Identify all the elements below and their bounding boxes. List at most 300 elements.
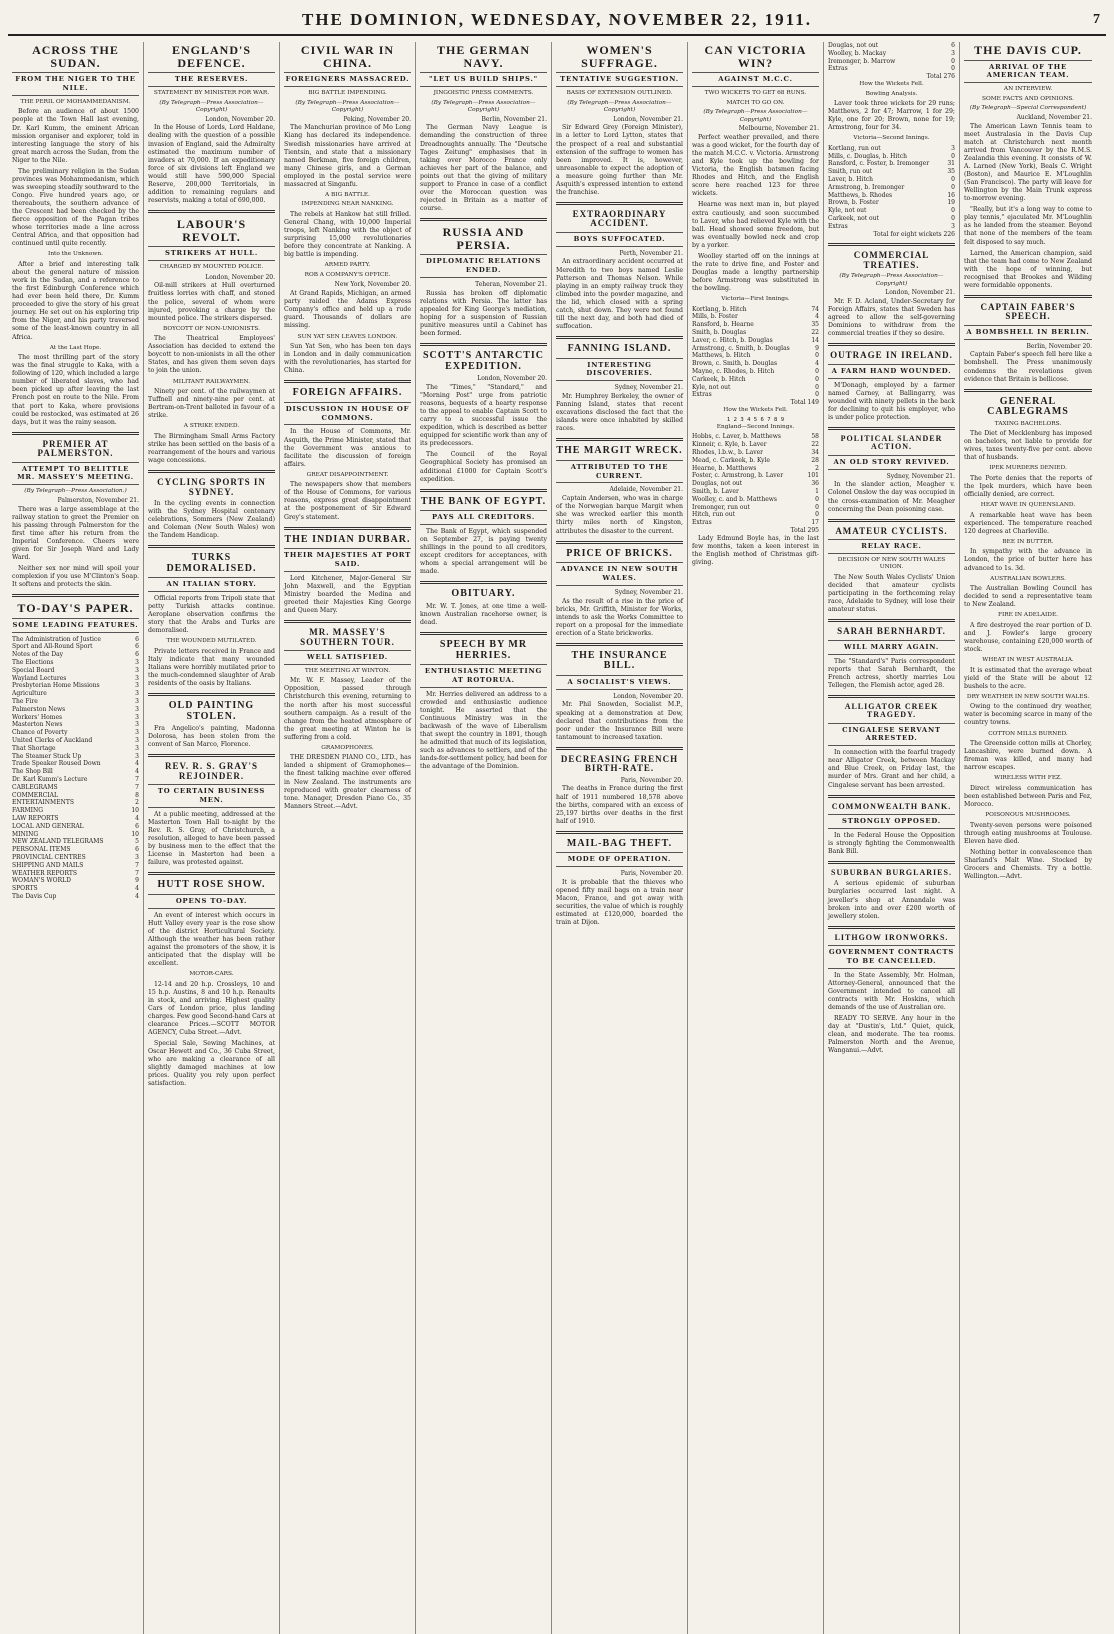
- headline-todays-paper: TO-DAY'S PAPER.: [17, 601, 134, 616]
- table-row: [12, 792, 139, 800]
- row-label: The Steamer Stuck Up: [12, 752, 82, 760]
- subhead: RELAY RACE.: [828, 539, 955, 554]
- byline: (By Telegraph—Press Association—Copyright): [567, 99, 672, 114]
- article-paragraph: Oil-mill strikers at Hull overturned fruitless lorries with chaff, and stoned the police, several of whom were injured, provoking a charge by the mounted police. The strikers dispersed.: [148, 282, 275, 322]
- section-subhead: HEAT WAVE IN QUEENSLAND.: [980, 502, 1076, 509]
- subhead: ATTEMPT TO BELITTLE MR. MASSEY'S MEETING.: [12, 462, 139, 486]
- row-label: Presbyterian Home Missions: [12, 682, 100, 690]
- section-subhead: IPEK MURDERS DENIED.: [989, 465, 1067, 472]
- headline-insurance-bill: THE INSURANCE BILL.: [571, 649, 668, 672]
- divider: [828, 243, 955, 246]
- column-3: [280, 42, 416, 1634]
- subhead: STRIKERS AT HULL.: [148, 246, 275, 261]
- row-value: 0: [815, 375, 819, 383]
- subhead: FOREIGNERS MASSACRED.: [284, 72, 411, 87]
- divider: [556, 643, 683, 646]
- masthead: [8, 10, 1106, 36]
- scorecard-total-text: Total 276: [926, 73, 955, 81]
- table-row: [12, 659, 139, 667]
- table-row: [692, 504, 819, 512]
- subhead: AGAINST M.C.C.: [692, 72, 819, 87]
- row-label: The Shop Bill: [12, 768, 53, 776]
- divider: [284, 380, 411, 383]
- row-value: 74: [811, 305, 819, 313]
- scorecard-heading: How the Wickets Fell.: [859, 80, 924, 87]
- article-paragraph: An extraordinary accident occurred at Meredith to two boys named Leslie Patterson and Thomas Nelson. While playing in an empty railway truck they climbed into the powder magazine, and the lid, which closed with a spring catch, shut down. They were not found till the next day, and both had died of suffocation.: [556, 258, 683, 330]
- divider: [420, 581, 547, 584]
- row-value: 0: [815, 352, 819, 360]
- table-row: [828, 160, 955, 168]
- table-row: [12, 690, 139, 698]
- row-label: LAW REPORTS: [12, 814, 59, 822]
- article-paragraph: The "Times," "Standard," and "Morning Post" urge from patriotic reasons, bequests of a hearty response to the appeal to enable Captain Scott to carry to a successful issue the expedition, which is described as better equipped for scientific work than any of its predecessors.: [420, 383, 547, 448]
- row-value: 3: [135, 682, 139, 690]
- row-label: Sport and All-Round Sport: [12, 643, 93, 651]
- article-paragraph: At Grand Rapids, Michigan, an armed party raided the Adams Express Company's office and held up a rude guard. Thousands of dollars are missing.: [284, 290, 411, 330]
- row-label: Mayne, c. Rhodes, b. Hitch: [692, 368, 775, 376]
- scorecard-total: [692, 399, 819, 407]
- dateline: Adelaide, November 21.: [609, 486, 683, 494]
- column-8: [960, 42, 1096, 1634]
- subhead: MODE OF OPERATION.: [556, 852, 683, 867]
- divider: [556, 831, 683, 834]
- row-label: ENTERTAINMENTS: [12, 799, 74, 807]
- section-subhead: GREAT DISAPPOINTMENT.: [306, 471, 389, 478]
- column-4: [416, 42, 552, 1634]
- article-paragraph: The newspapers show that members of the House of Commons, for various reasons, express great disappointment at the postponement of Sir Edward Grey's statement.: [284, 481, 411, 521]
- column-6: [688, 42, 824, 1634]
- row-value: 3: [135, 666, 139, 674]
- table-row: [828, 184, 955, 192]
- article-paragraph: M'Donagh, employed by a farmer named Carney, at Ballingarry, was wounded with ninety pellets in the back for declining to quit his employer, who is under police protection.: [828, 381, 955, 421]
- table-row: [12, 885, 139, 893]
- article-paragraph: "Really, but it's a long way to come to play tennis," ejaculated Mr. M'Loughlin as he landed from the steamer. Beyond that none of the members of the team felt disposed to say much.: [964, 206, 1092, 246]
- table-row: [828, 223, 955, 231]
- row-label: Extras: [692, 519, 712, 527]
- article-paragraph: Sun Yat Sen, who has been ten days in London and in daily communication with the revolutionaries, has started for China.: [284, 343, 411, 375]
- article-paragraph: Mr. Humphrey Berkeley, the owner of Fanning Island, states that recent excavations disclosed the fact that the islands were once inhabited by skilled races.: [556, 392, 683, 433]
- divider: [828, 519, 955, 522]
- dateline: London, November 20.: [205, 115, 275, 123]
- headline-fanning-island: FANNING ISLAND.: [567, 343, 672, 355]
- scorecard-total: [692, 527, 819, 535]
- divider: [556, 541, 683, 544]
- row-label: Foster, c. Armstrong, b. Laver: [692, 472, 784, 480]
- byline: (By Telegraph—Press Association—Copyright): [295, 99, 400, 114]
- subhead: OPENS TO-DAY.: [148, 894, 275, 909]
- row-label: The Fire: [12, 697, 38, 705]
- article-paragraph: Perfect weather prevailed, and there was a good wicket, for the fourth day of the match M.C.C. v. Victoria. Armstrong and Kyle took up the bowling for Victoria, the English batsmen facing Rhodes and Hitch, and the English score here reached 123 for three wickets.: [692, 133, 819, 198]
- dateline: Sydney, November 21.: [614, 384, 683, 392]
- row-value: 3: [135, 658, 139, 666]
- byline: (By Telegraph—Press Association—Copyright): [839, 273, 944, 287]
- row-label: NEW ZEALAND TELEGRAMS: [12, 838, 104, 846]
- row-value: 35: [811, 321, 819, 329]
- divider: [556, 438, 683, 441]
- dateline: Paris, November 20.: [620, 870, 683, 878]
- table-row: [12, 714, 139, 722]
- table-row: [692, 511, 819, 519]
- row-value: 5: [135, 838, 139, 846]
- table-row: [12, 893, 139, 901]
- row-value: 3: [135, 690, 139, 698]
- row-label: Mead, c. Carkeek, b. Kyle: [692, 456, 770, 464]
- column-5: [552, 42, 688, 1634]
- row-value: 3: [951, 49, 955, 57]
- row-label: The Administration of Justice: [12, 635, 101, 643]
- divider: [148, 545, 275, 548]
- row-value: 17: [811, 519, 819, 527]
- row-label: Kyle, not out: [828, 207, 867, 215]
- advertisement: READY TO SERVE. Any hour in the day at "Dustin's, Ltd." Quiet, quick, clean, and moderate. The tea rooms. Palmerston North and the Avenue, Wanganui.—Advt.: [828, 1015, 955, 1055]
- headline-suburban-burglaries: SUBURBAN BURGLARIES.: [831, 867, 952, 877]
- article-paragraph: Official reports from Tripoli state that petty Turkish attacks continue. Aeroplane observation confirms the story that the Arabs and Turks are demoralised.: [148, 595, 275, 635]
- section-subhead: BOYCOTT OF NON-UNIONISTS.: [163, 325, 260, 332]
- row-value: 3: [135, 713, 139, 721]
- article-paragraph: An event of interest which occurs in Hutt Valley every year is the rose show of the district Horticultural Society. Although the weather has been rather against the promoters of the show, it is anticipated that the display will be excellent.: [148, 911, 275, 968]
- article-paragraph: In the House of Commons, Mr. Asquith, the Prime Minister, stated that the Government was anxious to facilitate the discussion of foreign affairs.: [284, 428, 411, 468]
- row-label: Matthews, b. Rhodes: [828, 191, 893, 199]
- headline-premier-at-palmerston: PREMIER AT PALMERSTON.: [37, 438, 114, 459]
- dateline: London, November 20.: [477, 375, 547, 383]
- row-value: 3: [135, 752, 139, 760]
- divider: [828, 695, 955, 698]
- article-paragraph: Private letters received in France and Italy indicate that many wounded Italians were horribly mutilated prior to the much-condemned slaughter of Arab residents of the oasis by Italians.: [148, 647, 275, 688]
- section-subhead: COTTON MILLS BURNED.: [988, 730, 1068, 737]
- row-value: 0: [951, 65, 955, 73]
- section-subhead: MILITANT RAILWAYMEN.: [172, 378, 251, 385]
- subhead: DIPLOMATIC RELATIONS ENDED.: [420, 254, 547, 278]
- dateline: London, November 20.: [613, 692, 683, 700]
- section-subhead: THE WOUNDED MUTILATED.: [166, 638, 257, 645]
- row-label: Hobbs, c. Laver, b. Matthews: [692, 433, 781, 441]
- row-value: 3: [135, 729, 139, 737]
- headline-price-of-bricks: PRICE OF BRICKS.: [566, 547, 673, 559]
- row-label: Smith, b. Laver: [692, 487, 739, 495]
- article-paragraph: It is estimated that the average wheat yield of the State will be about 12 bushels to the acre.: [964, 666, 1092, 690]
- row-label: Extras: [692, 391, 712, 399]
- section-subhead: POISONOUS MUSHROOMS.: [985, 812, 1071, 819]
- row-value: 0: [951, 57, 955, 65]
- row-label: COMMERCIAL: [12, 791, 58, 799]
- section-subhead: ARMED PARTY.: [324, 262, 371, 269]
- dateline: Melbourne, November 21.: [738, 125, 819, 133]
- byline: (By Telegraph—Press Association—Copyright): [703, 109, 808, 123]
- subhead: SOME LEADING FEATURES.: [12, 618, 139, 633]
- table-row: [12, 698, 139, 706]
- row-value: 58: [811, 433, 819, 441]
- headline-old-painting-stolen: OLD PAINTING STOLEN.: [168, 700, 255, 722]
- row-label: Special Board: [12, 666, 55, 674]
- row-value: 0: [815, 368, 819, 376]
- row-value: 22: [811, 329, 819, 337]
- article-paragraph: As the result of a rise in the price of bricks, Mr. Griffith, Minister for Works, intends to ask the Works Committee to report on a proposal for the immediate erection of a State brickworks.: [556, 597, 683, 637]
- row-label: Mills, b. Foster: [692, 313, 738, 321]
- row-value: 4: [135, 892, 139, 900]
- scorecard-england-second: [692, 433, 819, 527]
- subhead: CINGALESE SERVANT ARRESTED.: [828, 723, 955, 747]
- scorecard-heading: Victoria—Second Innings.: [853, 135, 930, 142]
- section-subhead: TAXING BACHELORS.: [994, 420, 1062, 427]
- row-value: 2: [815, 464, 819, 472]
- row-label: Rhodes, l.b.w., b. Laver: [692, 448, 764, 456]
- headline-womens-suffrage: WOMEN'S SUFFRAGE.: [581, 43, 658, 70]
- row-value: 3: [135, 697, 139, 705]
- section-subhead: MOTOR-CARS.: [189, 971, 234, 978]
- table-row: [692, 457, 819, 465]
- subhead: WELL SATISFIED.: [284, 650, 411, 665]
- subhead: AN OLD STORY REVIVED.: [828, 455, 955, 470]
- section-subhead: WHEAT IN WEST AUSTRALIA.: [982, 657, 1074, 664]
- dateline: Peking, November 20.: [343, 115, 411, 123]
- column-7: [824, 42, 960, 1634]
- article-paragraph: There was a large assemblage at the railway station to greet the Premier on his passing through Palmerston for the first time after his return from the Imperial Conference. Cheers were given for Sir Joseph Ward and Lady Ward.: [12, 505, 139, 561]
- scorecard-total-text: Total for eight wickets 226: [873, 230, 955, 238]
- divider: [964, 295, 1092, 298]
- dateline: Berlin, November 21.: [481, 115, 547, 123]
- row-value: 6: [135, 846, 139, 854]
- article-paragraph: The most thrilling part of the story was the final struggle to Kaka, with a following of 120, which included a large number of liberated slaves, who had been picked up after leaving the last French post en route to the Nile. From that port to Kaka, where provisions could be restocked, was estimated at 26 days, but it was the rainy season.: [12, 354, 139, 426]
- table-row: [12, 682, 139, 690]
- row-label: Woolley, c. and b. Matthews: [692, 495, 777, 503]
- subhead: DISCUSSION IN HOUSE OF COMMONS.: [284, 402, 411, 426]
- row-value: 3: [951, 222, 955, 230]
- divider: [964, 389, 1092, 392]
- row-label: Douglas, not out: [828, 42, 879, 49]
- table-row: [692, 384, 819, 392]
- row-label: Matthews, b. Hitch: [692, 352, 751, 360]
- article-paragraph: Mr. F. D. Acland, Under-Secretary for Foreign Affairs, states that Sweden has agreed to allow the self-governing Dominions to withdraw from the commercial treaties if they so desire.: [828, 298, 955, 338]
- row-value: 3: [135, 721, 139, 729]
- row-label: Armstrong, c. Smith, b. Douglas: [692, 344, 790, 352]
- article-paragraph: The Manchurian province of Mo Long Kiang has declared its independence. Swedish missionaries have arrived at Tientsin, and state that a missionary named Berkman, five foreign children, many Chinese girls, and a German employed in the postal service were massacred at Singanfu.: [284, 124, 411, 188]
- section-subhead: At the Last Hope.: [49, 344, 102, 351]
- table-row: [692, 433, 819, 441]
- headline-indian-durbar: THE INDIAN DURBAR.: [284, 533, 411, 545]
- article-paragraph: The Diet of Mecklenburg has imposed on bachelors, not liable to provide for wives, taxes twenty-five per cent. above that of husbands.: [964, 430, 1092, 462]
- row-value: 8: [135, 791, 139, 799]
- row-label: The Davis Cup: [12, 892, 57, 900]
- headline-mail-bag-theft: MAIL-BAG THEFT.: [566, 837, 673, 849]
- table-row: [692, 345, 819, 353]
- scorecard-total: [828, 73, 955, 81]
- table-row: [12, 838, 139, 846]
- subhead: TENTATIVE SUGGESTION.: [556, 72, 683, 87]
- table-row: [12, 706, 139, 714]
- subhead: CHARGED BY MOUNTED POLICE.: [159, 264, 264, 271]
- subhead: A FARM HAND WOUNDED.: [828, 364, 955, 379]
- headline-rev-gray-rejoinder: REV. R. S. GRAY'S REJOINDER.: [164, 761, 259, 781]
- headline-captain-fabers-speech: CAPTAIN FABER'S SPEECH.: [980, 301, 1076, 322]
- article-paragraph: A serious epidemic of suburban burglaries occurred last night. A jeweller's shop at Annandale was broken into and over £200 worth of jewellery stolen.: [828, 880, 955, 920]
- article-paragraph: The German Navy League is demanding the construction of three Dreadnoughts annually. The "Deutsche Tages Zeitung" emphasises that in taking over Morocco France only achieves her part of the balance, and points out that the giving of military support to France in case of a conflict over the Moroccan question was rejected in Britain as a matter of course.: [420, 124, 547, 213]
- section-subhead: AUSTRALIAN BOWLERS.: [990, 575, 1066, 582]
- table-row: [692, 376, 819, 384]
- table-row: [12, 729, 139, 737]
- table-row: [828, 192, 955, 200]
- section-subhead: GRAMOPHONES.: [321, 744, 374, 751]
- row-value: 4: [815, 360, 819, 368]
- row-label: Dr. Karl Kumm's Lecture: [12, 775, 88, 783]
- row-label: Notes of the Day: [12, 651, 64, 659]
- wickets-fell: 1 2 3 4 5 6 7 8 9: [726, 416, 785, 423]
- divider: [284, 620, 411, 623]
- headline-outrage-in-ireland: OUTRAGE IN IRELAND.: [830, 350, 953, 361]
- column-2: [144, 42, 280, 1634]
- row-value: 4: [815, 313, 819, 321]
- headline-turks-demoralised: TURKS DEMORALISED.: [166, 552, 257, 574]
- subhead: AN ITALIAN STORY.: [148, 577, 275, 592]
- section-subhead: WIRELESS WITH FEZ.: [994, 775, 1062, 782]
- row-value: 1: [815, 487, 819, 495]
- article-paragraph: The Greenside cotton mills at Chorley, Lancashire, were burned down. A fireman was killed, and many had narrow escapes.: [964, 740, 1092, 772]
- row-value: 0: [815, 391, 819, 399]
- article-paragraph: The Birmingham Small Arms Factory strike has been settled on the basis of a rearrangement of the hours and various wage concessions.: [148, 432, 275, 465]
- divider: [148, 470, 275, 473]
- column-1: [8, 42, 144, 1634]
- row-label: Laver, c. Hitch, b. Douglas: [692, 336, 773, 344]
- article-paragraph: The Porte denies that the reports of the Ipek murders, which have been officially denied, are correct.: [964, 474, 1092, 499]
- headline-extraordinary-accident: EXTRAORDINARY ACCIDENT.: [572, 208, 667, 229]
- subhead: A SOCIALIST'S VIEWS.: [556, 675, 683, 690]
- row-label: Chance of Poverty: [12, 729, 68, 737]
- columns: [8, 42, 1106, 1634]
- row-label: CABLEGRAMS: [12, 783, 58, 791]
- divider: [828, 619, 955, 622]
- masthead-title: THE DOMINION, WEDNESDAY, NOVEMBER 22, 1911.: [302, 10, 812, 29]
- table-row: [692, 519, 819, 527]
- table-row: [12, 776, 139, 784]
- divider: [148, 754, 275, 757]
- subhead: JINGOISTIC PRESS COMMENTS.: [433, 90, 534, 97]
- article-paragraph: Hearne was next man in, but played extra cautiously, and soon succumbed to Laver, who had relieved Kyle with the ball. Head showed some freedom, but was eventually bowled neck and crop by a yorker.: [692, 201, 819, 249]
- dateline: Teheran, November 21.: [475, 280, 547, 288]
- table-row: [828, 168, 955, 176]
- row-value: 9: [135, 877, 139, 885]
- article-paragraph: Fra Angelico's painting, Madonna Dolorosa, has been stolen from the convent of San Marco, Florence.: [148, 725, 275, 749]
- table-row: [692, 449, 819, 457]
- table-row: [692, 391, 819, 399]
- dateline: Paris, November 20.: [620, 776, 683, 784]
- row-value: 22: [811, 441, 819, 449]
- row-value: 3: [135, 744, 139, 752]
- subhead: ARRIVAL OF THE AMERICAN TEAM.: [964, 60, 1092, 84]
- subhead: BIG BATTLE IMPENDING.: [308, 90, 387, 97]
- subhead: STRONGLY OPPOSED.: [828, 814, 955, 829]
- advertisement: Nothing better in convalescence than Sharland's Malt Wine. Stocked by Grocers and Chemists. Try a bottle. Wellington.—Advt.: [964, 848, 1092, 880]
- headline-german-navy: THE GERMAN NAVY.: [436, 43, 530, 70]
- article-paragraph: The Australian Bowling Council has decided to send a representative team to New Zealand.: [964, 585, 1092, 609]
- article-paragraph: A remarkable heat wave has been experienced. The temperature reached 120 degrees at Charleville.: [964, 511, 1092, 535]
- article-paragraph: The Bank of Egypt, which suspended on September 27, is paying twenty shillings in the pound to all creditors, except creditors for acceptances, with whom a special arrangement will be made.: [420, 527, 547, 576]
- headline-commercial-treaties: COMMERCIAL TREATIES.: [853, 250, 930, 270]
- article-paragraph: Russia has broken off diplomatic relations with Persia. The latter has appealed for King George's mediation, hoping for a suspension of Russian punitive measures until a Cabinet has been formed.: [420, 289, 547, 338]
- headline-englands-defence: ENGLAND'S DEFENCE.: [171, 43, 251, 70]
- row-value: 4: [135, 814, 139, 822]
- divider: [556, 202, 683, 205]
- article-paragraph: After a brief and interesting talk about the general nature of mission work in the Sudan, and a reference to the first Edinburgh Conference which had ever been held there, Dr. Kumm proceeded to give the story of his great journey. He set out on his exploring trip from the Niger, and his party traversed some of the least-known country in all Africa.: [12, 260, 139, 341]
- divider: [12, 432, 139, 435]
- article-paragraph: Captain Faber's speech fell here like a bombshell. The Press unanimously condemns the revelations given evidence that Britain is bellicose.: [964, 351, 1092, 383]
- article-paragraph: Twenty-seven persons were poisoned through eating mushrooms at Toulouse. Eleven have died.: [964, 821, 1092, 845]
- headline-russia-and-persia: RUSSIA AND PERSIA.: [442, 225, 525, 252]
- row-label: Ransford, c. Foster, b. Iremonger: [828, 160, 930, 168]
- row-label: MINING: [12, 830, 39, 838]
- headline-amateur-cyclists: AMATEUR CYCLISTS.: [835, 525, 948, 536]
- subhead: A BOMBSHELL IN BERLIN.: [964, 325, 1092, 340]
- row-value: 36: [811, 480, 819, 488]
- table-row: [692, 337, 819, 345]
- section-subhead: DECISION OF NEW SOUTH WALES UNION.: [837, 556, 946, 571]
- headline-scotts-expedition: SCOTT'S ANTARCTIC EXPEDITION.: [422, 350, 544, 372]
- table-row: [828, 199, 955, 207]
- dateline: London, November 20.: [205, 273, 275, 281]
- dateline: New York, November 20.: [334, 281, 411, 289]
- section-subhead: FIRE IN ADELAIDE.: [997, 612, 1059, 619]
- table-row: [12, 799, 139, 807]
- article-paragraph: The Theatrical Employees' Association has decided to extend the boycott to non-unionists in all the other States, and has given them seven days to join the union.: [148, 335, 275, 375]
- article-paragraph: The American Lawn Tennis team to meet Australasia in the Davis Cup match at Christchurch next month arrived from Vancouver by the R.M.S. Zealandia this evening. It consists of W. A. Larned (New York), Beals C. Wright (Boston), and Maurice E. M'Loughlin (San Francisco). The party will leave for Wellington by the Main Trunk express to-morrow evening.: [964, 122, 1092, 203]
- row-label: Trade Speaker Roused Down: [12, 760, 101, 768]
- row-label: Kortlang, b. Hitch: [692, 305, 747, 313]
- advertisement: Special Sale, Sewing Machines, at Oscar Hewett and Co., 36 Cuba Street, who are making a clearance of all slightly damaged machines at low prices. Quality you rely upon perfect satisfaction.: [148, 1040, 275, 1088]
- subhead: ENTHUSIASTIC MEETING AT ROTORUA.: [420, 664, 547, 688]
- subhead: STATEMENT BY MINISTER FOR WAR.: [153, 90, 270, 97]
- row-label: WOMAN'S WORLD: [12, 877, 71, 885]
- row-value: 7: [135, 861, 139, 869]
- article-paragraph: A fire destroyed the rear portion of D. and J. Fowler's large grocery warehouse, containing £20,000 worth of stock.: [964, 621, 1092, 654]
- article-paragraph: It is probable that the thieves who opened fifty mail bags on a train near Macon, France, and got away with securities, the value of which is roughly estimated at £120,000, boarded the train at Dijon.: [556, 878, 683, 927]
- table-row: [692, 306, 819, 314]
- row-value: 4: [135, 885, 139, 893]
- row-value: 0: [815, 495, 819, 503]
- table-row: [12, 831, 139, 839]
- row-value: 0: [951, 215, 955, 222]
- headline-civil-war-in-china: CIVIL WAR IN CHINA.: [300, 43, 395, 70]
- section-subhead: ROB A COMPANY'S OFFICE.: [304, 271, 391, 278]
- table-row: [692, 329, 819, 337]
- row-label: Douglas, not out: [692, 480, 743, 488]
- table-row: [692, 465, 819, 473]
- headline-labours-revolt: LABOUR'S REVOLT.: [176, 217, 247, 244]
- scorecard-heading: Bowling Analysis.: [865, 90, 918, 97]
- table-row: [692, 441, 819, 449]
- subhead: GOVERNMENT CONTRACTS TO BE CANCELLED.: [828, 945, 955, 969]
- section-subhead: IMPENDING NEAR NANKING.: [301, 201, 394, 208]
- article-paragraph: The preliminary religion in the Sudan provinces was Mohammedanism, which was sweeping steadily southward to the Congo. Five hundred years ago, or thereabouts, the southern advance of the Crescent had been checked by the fierce opposition of the Pagan tribes whose territories made a line across Central Africa, and that opposition had continued until quite recently.: [12, 167, 139, 248]
- article-paragraph: Owing to the continued dry weather, water is becoming scarce in many of the country towns.: [964, 703, 1092, 727]
- article-paragraph: Lord Kitchener, Major-General Sir John Maxwell, and the Egyptian Ministry boarded the Medina and greeted their Majesties King George and Queen Mary.: [284, 574, 411, 615]
- scorecard-total: [828, 231, 955, 239]
- row-label: The Elections: [12, 658, 54, 666]
- headline-political-slander: POLITICAL SLANDER ACTION.: [840, 434, 943, 452]
- row-value: 7: [135, 775, 139, 783]
- headline-general-cablegrams: GENERAL CABLEGRAMS: [987, 395, 1069, 418]
- table-row: [12, 753, 139, 761]
- table-row: [12, 877, 139, 885]
- subhead: BASIS OF EXTENSION OUTLINED.: [566, 90, 673, 97]
- article-paragraph: Captain Andersen, who was in charge of the Norwegian barque Margit when she was wrecked earlier this month thirty miles north of Kingston, attributes the disaster to the current.: [556, 495, 683, 535]
- divider: [828, 343, 955, 346]
- row-label: Woolley, b. Mackay: [828, 49, 887, 57]
- table-row: [692, 352, 819, 360]
- headline-can-victoria-win: CAN VICTORIA WIN?: [704, 43, 807, 70]
- row-label: SHIPPING AND MAILS: [12, 861, 84, 869]
- divider: [828, 427, 955, 430]
- row-value: 19: [947, 199, 955, 207]
- table-row: [12, 815, 139, 823]
- subhead: MATCH TO GO ON.: [726, 99, 785, 106]
